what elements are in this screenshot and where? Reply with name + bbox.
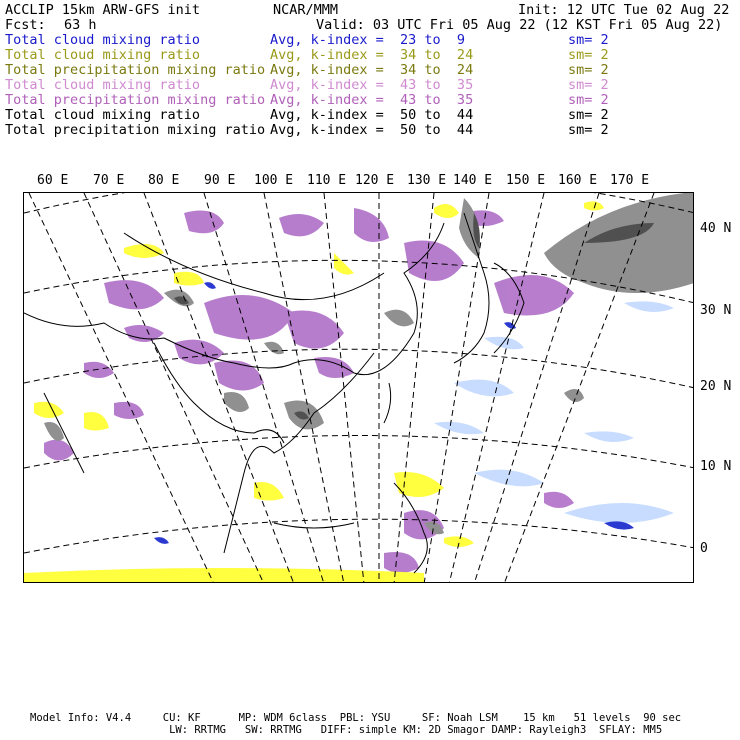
organization-label: NCAR/MMM — [273, 2, 339, 18]
latitude-label: 0 — [700, 541, 708, 556]
longitude-label: 100 E — [254, 173, 294, 188]
field-smoothing: sm= 2 — [568, 92, 609, 108]
mid-cloud-layer — [24, 201, 604, 583]
field-level-range: Avg, k-index = 50 to 44 — [270, 122, 474, 138]
field-smoothing: sm= 2 — [568, 107, 609, 123]
init-time: Init: 12 UTC Tue 02 Aug 22 — [518, 2, 730, 18]
latitude-label: 30 N — [700, 303, 732, 318]
model-title: ACCLIP 15km ARW-GFS init — [5, 2, 201, 18]
field-level-range: Avg, k-index = 43 to 35 — [270, 92, 474, 108]
longitude-label: 140 E — [453, 173, 493, 188]
longitude-label: 170 E — [610, 173, 650, 188]
latitude-label: 20 N — [700, 379, 732, 394]
field-smoothing: sm= 2 — [568, 32, 609, 48]
latitude-label: 10 N — [700, 459, 732, 474]
field-name: Total precipitation mixing ratio — [5, 62, 266, 78]
map-svg — [24, 193, 694, 583]
valid-time: Valid: 03 UTC Fri 05 Aug 22 (12 KST Fri 05 Aug 22) — [316, 17, 723, 33]
field-name: Total cloud mixing ratio — [5, 32, 201, 48]
low-cloud-layer — [434, 301, 674, 523]
longitude-label: 90 E — [204, 173, 236, 188]
latitude-label: 40 N — [700, 221, 732, 236]
field-name: Total cloud mixing ratio — [5, 107, 201, 123]
longitude-label: 120 E — [355, 173, 395, 188]
forecast-hour: 63 h — [64, 17, 97, 33]
field-level-range: Avg, k-index = 34 to 24 — [270, 47, 474, 63]
field-name: Total cloud mixing ratio — [5, 47, 201, 63]
longitude-label: 160 E — [558, 173, 598, 188]
longitude-label: 60 E — [37, 173, 69, 188]
field-level-range: Avg, k-index = 23 to 9 — [270, 32, 466, 48]
field-smoothing: sm= 2 — [568, 77, 609, 93]
model-info-line2: LW: RRTMG SW: RRTMG DIFF: simple KM: 2D Smagor DAMP: Rayleigh3 SFLAY: MM5 — [30, 724, 663, 736]
field-level-range: Avg, k-index = 50 to 44 — [270, 107, 474, 123]
field-name: Total precipitation mixing ratio — [5, 92, 266, 108]
longitude-label: 150 E — [506, 173, 546, 188]
field-smoothing: sm= 2 — [568, 122, 609, 138]
longitude-label: 130 E — [407, 173, 447, 188]
longitude-label: 80 E — [148, 173, 180, 188]
forecast-label: Fcst: — [5, 17, 46, 33]
longitude-label: 110 E — [307, 173, 347, 188]
field-smoothing: sm= 2 — [568, 62, 609, 78]
field-level-range: Avg, k-index = 43 to 35 — [270, 77, 474, 93]
field-name: Total cloud mixing ratio — [5, 77, 201, 93]
model-info-line1: Model Info: V4.4 CU: KF MP: WDM 6class PBL: YSU SF: Noah LSM 15 km 51 levels 90 sec — [30, 712, 682, 724]
field-smoothing: sm= 2 — [568, 47, 609, 63]
field-name: Total precipitation mixing ratio — [5, 122, 266, 138]
field-level-range: Avg, k-index = 34 to 24 — [270, 62, 474, 78]
longitude-label: 70 E — [93, 173, 125, 188]
map-panel — [23, 192, 694, 583]
